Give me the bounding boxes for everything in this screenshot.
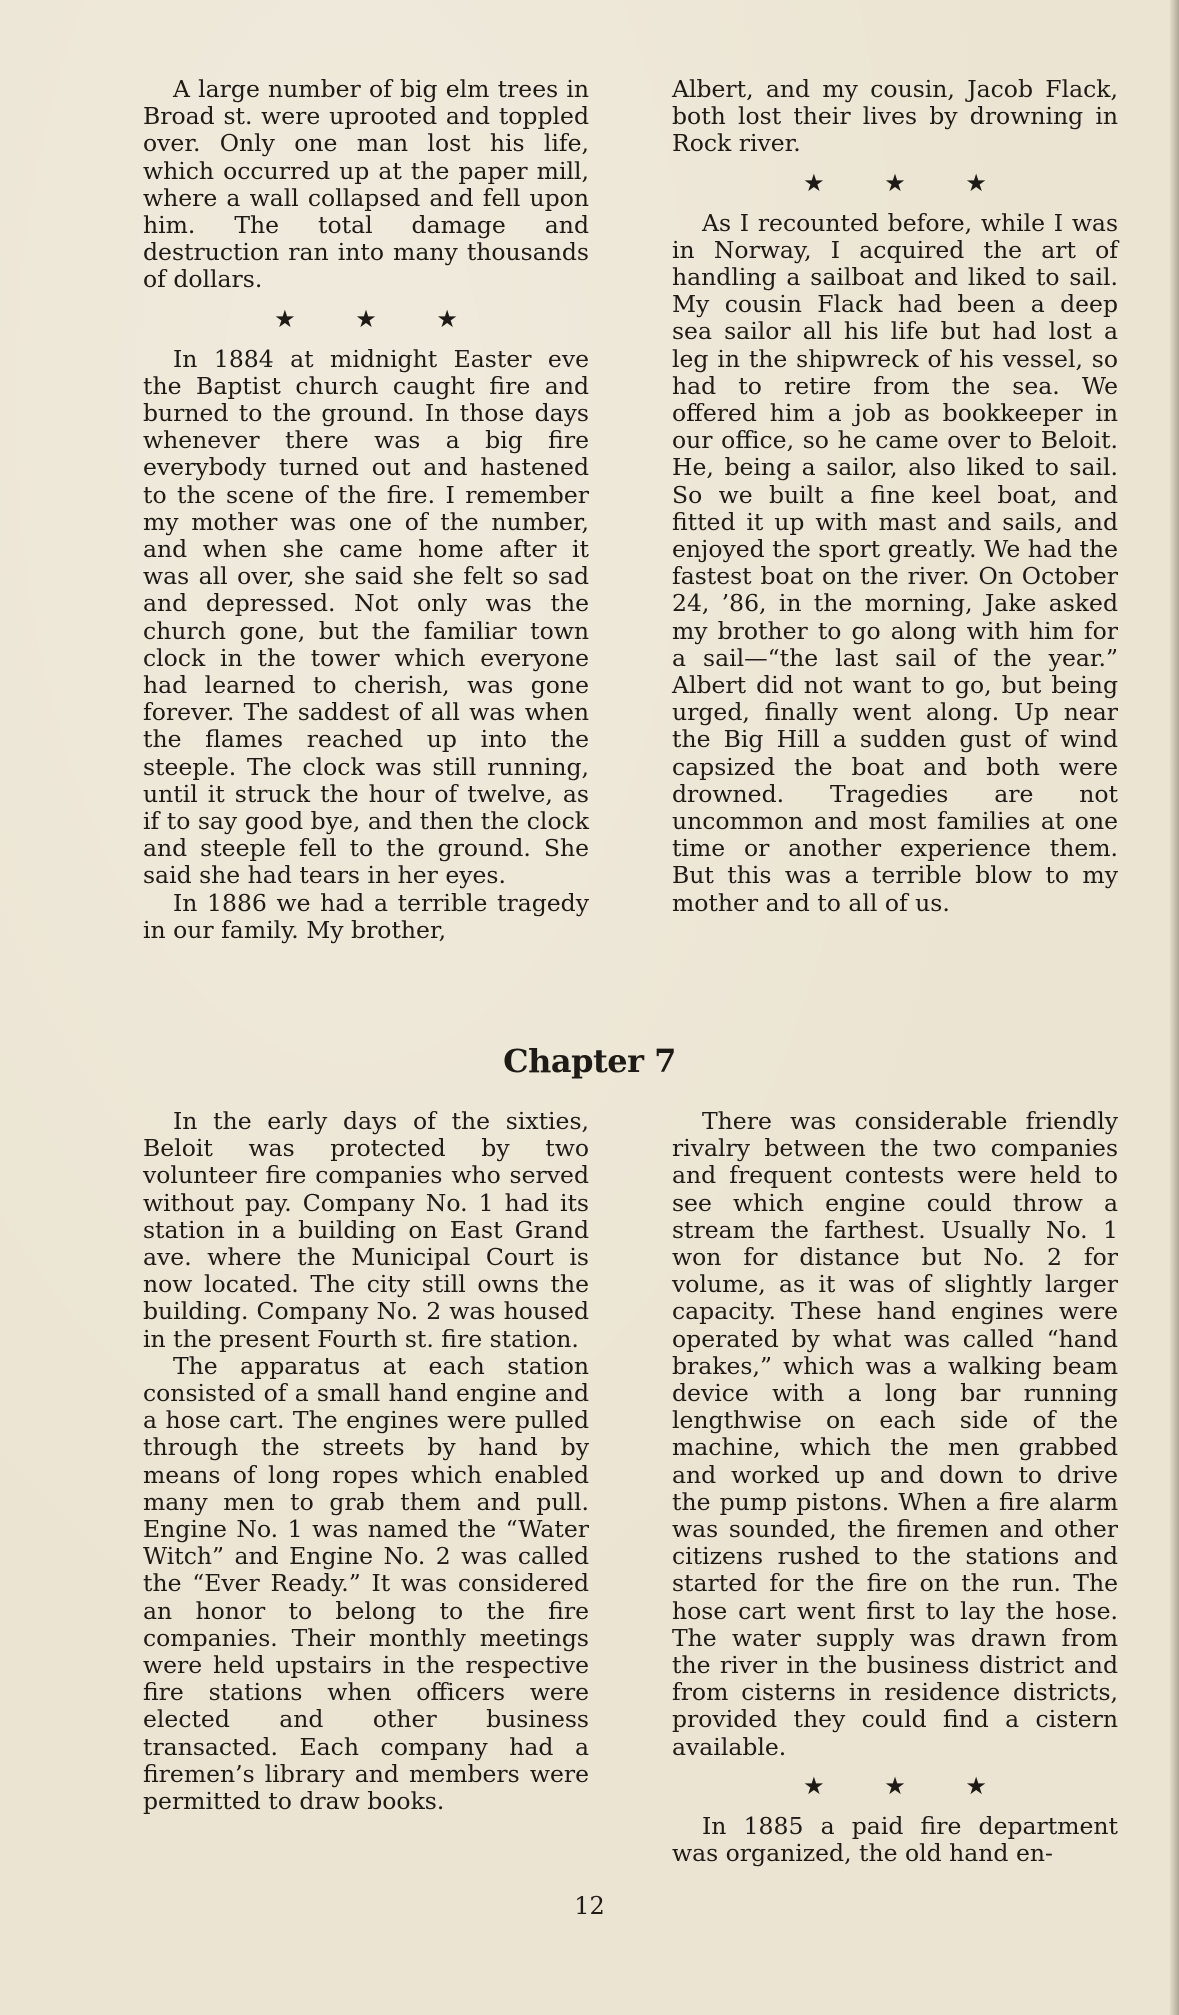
paragraph-volunteer-fire-companies: In the early days of the sixties, Beloit was protected by two volunteer fire companies who served without pay. Company No. 1 had its station in a building on East Grand ave. where the Municipal Court is now located. The city still owns the building. Company No. 2 was housed in the present Fourth st. fire station. [143, 1107, 589, 1353]
paragraph-drowning-continued: Albert, and my cousin, Jacob Flack, both lost their lives by drowning in Rock river. [672, 75, 1118, 158]
page-number: 12 [574, 1892, 605, 1920]
bottom-left-column [143, 1108, 589, 1815]
section-divider-stars: ★ ★ ★ [803, 1771, 1013, 1800]
section-divider-stars: ★ ★ ★ [803, 168, 1013, 197]
paragraph-baptist-church-fire: In 1884 at midnight Easter eve the Baptist church caught fire and burned to the ground. In those days whenever there was a big fire everybody turned out and hastened to the scene of the fire. I remember my mother was one of the number, and when she came home after it was all over, she said she felt so sad and depressed. Not only was the church gone, but the familiar town clock in the tower which everyone had learned to cherish, was gone forever. The saddest of all was when the flames reached up into the steeple. The clock was still running, until it struck the hour of twelve, as if to say good bye, and then the clock and steeple fell to the ground. She said she had tears in her eyes. [143, 344, 589, 890]
paragraph-1886-tragedy: In 1886 we had a terrible tragedy in our family. My brother, [143, 888, 589, 944]
page-edge-shadow [1169, 0, 1179, 2015]
top-left-column [143, 76, 589, 944]
top-right-column [672, 76, 1118, 917]
paragraph-apparatus: The apparatus at each station consisted of a small hand engine and a hose cart. The engines were pulled through the streets by hand by means of long ropes which enabled many men to grab them and pull. Engine No. 1 was named the “Water Witch” and Engine No. 2 was called the “Ever Ready.” It was considered an honor to belong to the fire companies. Their monthly meetings were held upstairs in the respective fire stations when officers were elected and other business transacted. Each company had a firemen’s library and members were permitted to draw books. [143, 1351, 589, 1816]
section-divider-stars: ★ ★ ★ [274, 304, 484, 333]
paragraph-rivalry: There was considerable friendly rivalry between the two companies and frequent contests were held to see which engine could throw a stream the farthest. Usually No. 1 won for distance but No. 2 for volume, as it was of slightly larger capacity. These hand engines were operated by what was called “hand brakes,” which was a walking beam device with a long bar running lengthwise on each side of the machine, which the men grabbed and worked up and down to drive the pump pistons. When a fire alarm was sounded, the firemen and other citizens rushed to the stations and started for the fire on the run. The hose cart went first to lay the hose. The water supply was drawn from the river in the business district and from cisterns in residence districts, provided they could find a cistern available. [672, 1107, 1118, 1761]
paragraph-elm-trees: A large number of big elm trees in Broad st. were uprooted and toppled over. Only one man lost his life, which occurred up at the paper mill, where a wall collapsed and fell upon him. The total damage and destruction ran into many thousands of dollars. [143, 75, 589, 294]
paragraph-sailboat: As I recounted before, while I was in Norway, I acquired the art of handling a sailboat and liked to sail. My cousin Flack had been a deep sea sailor all his life but had lost a leg in the shipwreck of his vessel, so had to retire from the sea. We offered him a job as bookkeeper in our office, so he came over to Beloit. He, being a sailor, also liked to sail. So we built a fine keel boat, and fitted it up with mast and sails, and enjoyed the sport greatly. We had the fastest boat on the river. On October 24, ’86, in the morning, Jake asked my brother to go along with him for a sail—“the last sail of the year.” Albert did not want to go, but being urged, finally went along. Up near the Big Hill a sudden gust of wind capsized the boat and both were drowned. Tragedies are not uncommon and most families at one time or another experience them. But this was a terrible blow to my mother and to all of us. [672, 208, 1118, 917]
bottom-right-column [672, 1108, 1118, 1867]
paragraph-paid-department: In 1885 a paid fire department was organized, the old hand en- [672, 1811, 1118, 1868]
chapter-heading: Chapter 7 [503, 1042, 676, 1080]
